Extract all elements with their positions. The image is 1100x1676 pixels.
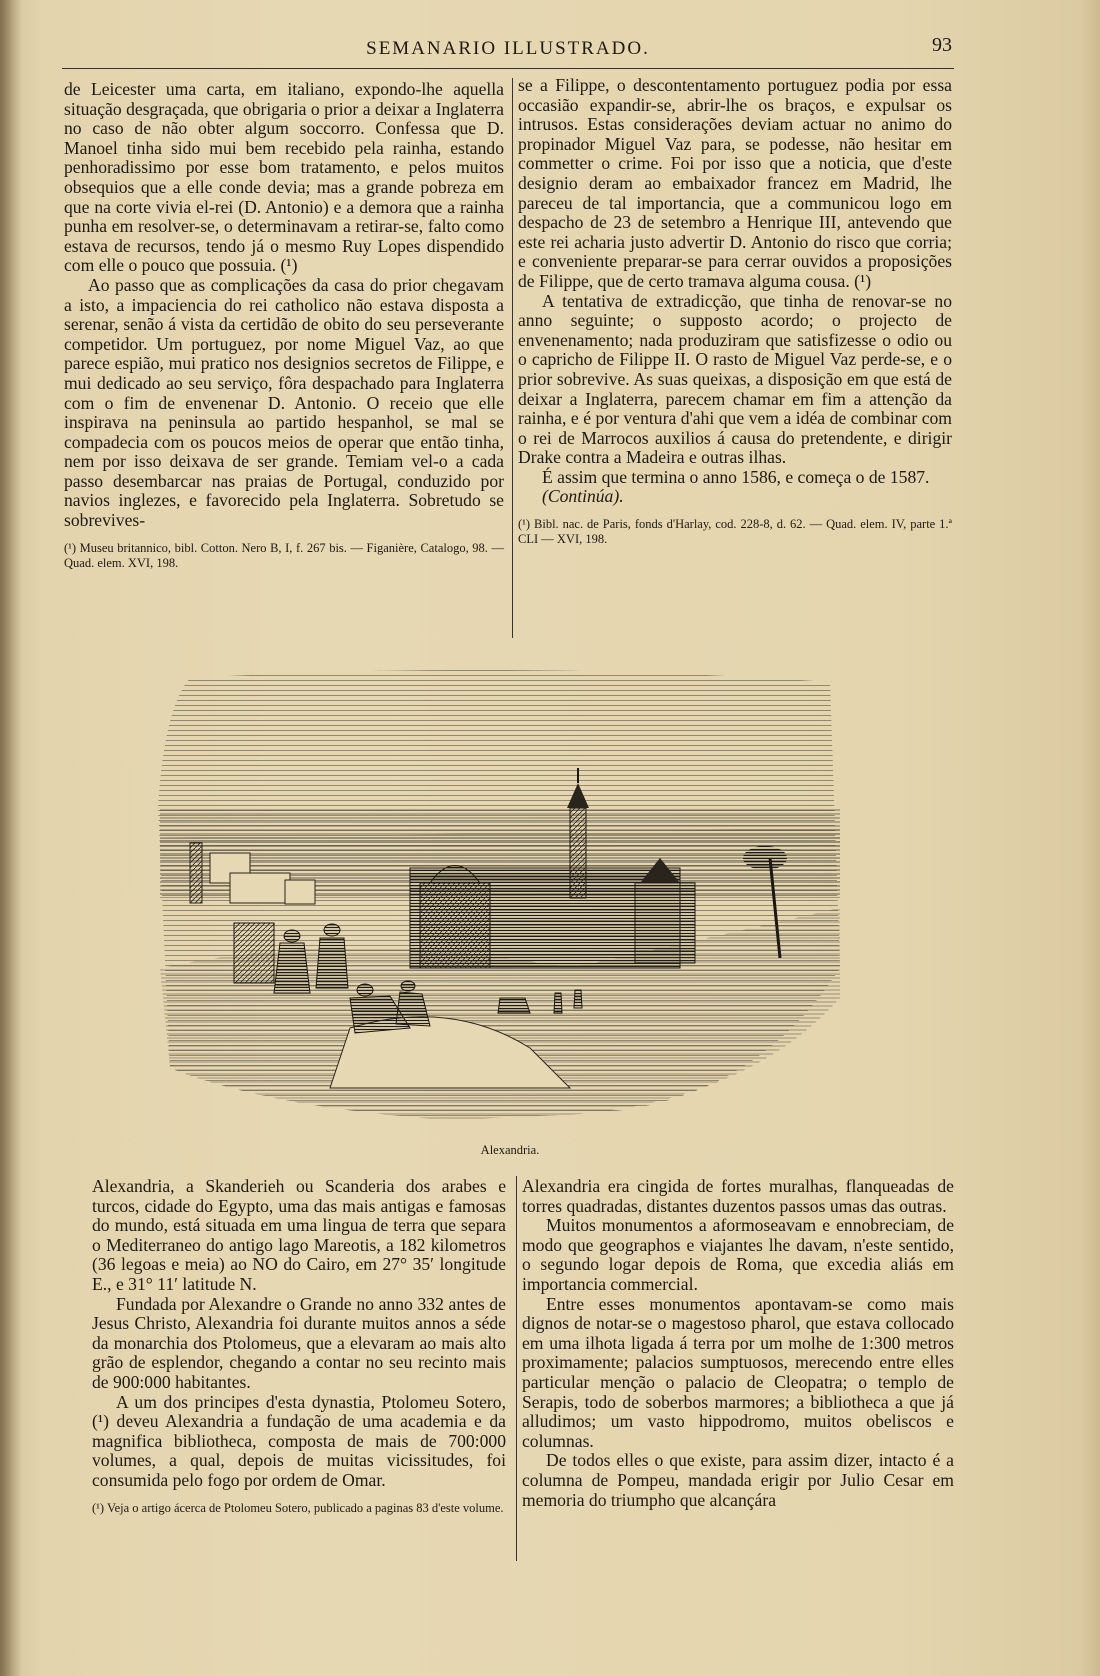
paragraph: De todos elles o que existe, para assim dizer, intacto é a columna de Pompeu, mandada erigir por Julio Cesar em memoria do triumpho que alcançára <box>522 1450 954 1510</box>
paragraph: A tentativa de extradicção, que tinha de renovar-se no anno seguinte; o supposto acordo; o projecto de envenenamento; nada produziram que satisfizesse o odio ou o capricho de Filippe II. O rasto de Miguel Vaz perde-se, e o prior sobrevive. As suas queixas, a disposição em que está de deixar a Inglaterra, parecem chamar em fim a attenção da rainha, e é por ventura d'ahi que vem a idéa de combinar com o rei de Marrocos auxilios á causa do pretendente, e dirigir Drake contra a Madeira e outras ilhas. <box>518 290 952 468</box>
illustration-caption: Alexandria. <box>480 1143 540 1157</box>
footnote: (¹) Museu britannico, bibl. Cotton. Nero B, I, f. 267 bis. — Figanière, Catalogo, 98. — Quad. elem. XVI, 198. <box>64 540 504 570</box>
paragraph: Muitos monumentos a aformoseavam e ennobreciam, de modo que geographos e viajantes lhe davam, n'este sentido, o segundo logar depois de Roma, que excedia aliás em importancia commercial. <box>522 1215 954 1294</box>
paragraph: A um dos principes d'esta dynastia, Ptolomeu Sotero, (¹) deveu Alexandria a fundação de uma academia e da magnifica bibliotheca, composta de mais de 700:000 volumes, a qual, depois de muitas vicissitudes, foi consumida pelo fogo por ordem de Omar. <box>92 1391 506 1490</box>
paragraph: Entre esses monumentos apontavam-se como mais dignos de notar-se o magestoso pharol, que estava collocado em uma ilhota ligada á terra por um molhe de 1:300 metros proximamente; palacios sumptuosos, merecendo entre elles particular menção o palacio de Cleopatra; o templo de Serapis, todo de soberbos marmores; a bibliotheca a que já alludimos; um vasto hippodromo, muitos obeliscos e columnas. <box>522 1293 954 1451</box>
paragraph: Alexandria, a Skanderieh ou Scanderia dos arabes e turcos, cidade do Egypto, uma das mais antigas e famosas do mundo, está situada em uma lingua de terra que separa o Mediterraneo do antigo lago Mareotis, a 182 kilometros (36 legoas e meia) ao NO do Cairo, em 27° 35′ longitude E., e 31° 11′ latitude N. <box>92 1176 506 1294</box>
footnote: (¹) Veja o artigo ácerca de Ptolomeu Sotero, publicado a paginas 83 d'este volume. <box>92 1500 504 1515</box>
alexandria-engraving <box>150 668 870 1126</box>
column-divider <box>512 78 513 638</box>
paragraph: se a Filippe, o descontentamento portuguez podia por essa occasião expandir-se, abrir-lhe os braços, e expulsar os intrusos. Estas considerações deviam actuar no animo do propinador Miguel Vaz para, se podesse, não hesitar em commetter o crime. Foi por isso que a noticia, que d'este designio deram ao embaixador francez em Madrid, lhe pareceu de tal importancia, que a communicou logo em despacho de 23 de setembro a Henrique III, antevendo que este rei acharia justo advertir D. Antonio do risco que corria; e conveniente preparar-se para cerrar ouvidos a proposições de Filippe, que de certo tramava alguma cousa. (¹) <box>518 75 952 291</box>
continua-note: (Continúa). <box>542 486 624 507</box>
page-number: 93 <box>932 34 952 56</box>
journal-title: SEMANARIO ILLUSTRADO. <box>366 38 650 59</box>
paragraph: Ao passo que as complicações da casa do prior chegavam a isto, a impaciencia do rei catholico não estava disposta a serenar, senão á vista da certidão de obito do seu perseverante competidor. Um portuguez, por nome Miguel Vaz, ao que parece espião, mui pratico nos designios secretos de Filippe, e mui dedicado ao seu serviço, fôra despachado para Inglaterra com o fim de envenenar D. Antonio. O receio que elle inspirava na peninsula ao partido hespanhol, se mal se compadecia com os poucos meios de operar que então tinha, nem por isso deixava de ser grande. Temiam vel-o a cada passo desembarcar nas praias de Portugal, conduzido por navios inglezes, e favorecido pela Inglaterra. Sobretudo se sobrevives- <box>64 274 504 531</box>
bottom-right-column <box>522 1177 954 1510</box>
bottom-left-column <box>92 1177 506 1516</box>
top-left-column <box>64 80 504 571</box>
binding-shadow <box>0 0 22 1676</box>
column-divider <box>516 1176 517 1561</box>
paragraph: Fundada por Alexandre o Grande no anno 332 antes de Jesus Christo, Alexandria foi durante muitos annos a séde da monarchia dos Ptolomeus, que a elevaram ao mais alto grão de esplendor, chegando a contar no seu recinto mais de 900:000 habitantes. <box>92 1293 506 1392</box>
page-header <box>62 34 954 69</box>
paragraph: Alexandria era cingida de fortes muralhas, flanqueadas de torres quadradas, distantes duzentos passos umas das outras. <box>522 1176 954 1216</box>
paragraph: de Leicester uma carta, em italiano, expondo-lhe aquella situação desgraçada, que obrigaria o prior a deixar a Inglaterra no caso de não obter algum soccorro. Confessa que D. Manoel tinha sido mui bem recebido pela rainha, estando penhoradissimo por esse bom tratamento, e pelos muitos obsequios que a elle conde devia; mas a grande pobreza em que na corte vivia el-rei (D. Antonio) e a demora que a rainha punha em resolver-se, o determinavam a retirar-se, falto como estava de recursos, tendo já o mesmo Ruy Lopes dispendido com elle o pouco que possuia. (¹) <box>64 79 504 276</box>
paragraph: É assim que termina o anno 1586, e começa o de 1587. <box>542 466 930 487</box>
top-right-column <box>518 76 952 547</box>
footnote: (¹) Bibl. nac. de Paris, fonds d'Harlay, cod. 228-8, d. 62. — Quad. elem. IV, parte 1.ª CLI — XVI, 198. <box>518 517 952 547</box>
